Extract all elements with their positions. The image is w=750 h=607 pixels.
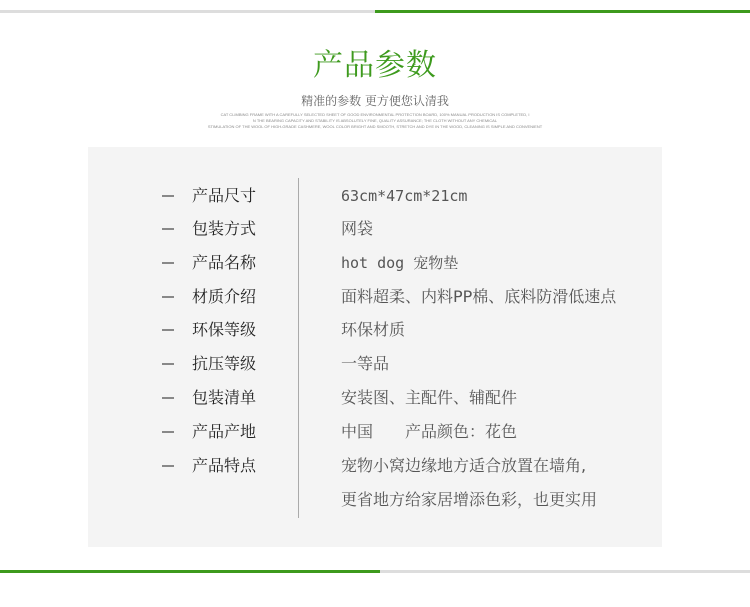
bullet-dash — [162, 195, 174, 197]
spec-row-features — [0, 449, 750, 483]
spec-label: 包装清单 — [192, 388, 257, 407]
spec-row-size — [0, 179, 750, 213]
section-title: 产品参数 — [313, 48, 437, 83]
spec-row-packaging — [0, 212, 750, 246]
bullet-dash — [162, 262, 174, 264]
spec-value: 网袋 — [341, 219, 374, 238]
bullet-dash — [162, 363, 174, 365]
spec-label: 产品名称 — [192, 253, 257, 272]
bullet-dash — [162, 465, 174, 467]
top-divider-accent — [375, 10, 750, 13]
spec-label: 环保等级 — [192, 320, 257, 339]
spec-value: 安装图、主配件、辅配件 — [341, 388, 518, 407]
bullet-dash — [162, 431, 174, 433]
spec-value: hot dog 宠物垫 — [341, 254, 459, 272]
spec-value: 面料超柔、内料PP棉、底料防滑低速点 — [341, 287, 617, 306]
bullet-dash — [162, 397, 174, 399]
bullet-dash — [162, 296, 174, 298]
top-divider-rule — [0, 10, 750, 13]
fine-print-line-1: CAT CLIMBING FRAME WITH A CAREFULLY SELECTED SHEET OF GOOD ENVIRONMENTAL PROTECTION BOARD, 100% MANUAL PRODUCTION IS COMPLETED, I — [220, 112, 530, 117]
bullet-dash — [162, 329, 174, 331]
spec-label: 材质介绍 — [192, 287, 257, 306]
bullet-dash — [162, 228, 174, 230]
spec-row-features-cont — [0, 483, 750, 517]
spec-value: 63cm*47cm*21cm — [341, 187, 468, 205]
spec-row-origin — [0, 415, 750, 449]
spec-value: 更省地方给家居增添色彩，也更实用 — [341, 490, 598, 509]
spec-row-name — [0, 246, 750, 280]
spec-value: 环保材质 — [341, 320, 406, 339]
spec-label: 产品产地 — [192, 422, 257, 441]
spec-label: 产品特点 — [192, 456, 257, 475]
spec-label: 抗压等级 — [192, 354, 257, 373]
spec-row-package-list — [0, 381, 750, 415]
fine-print-line-3: STIMULATION OF THE WOOL OF HIGH-GRADE CASHMERE, WOOL COLOR BRIGHT AND SMOOTH, STRETCH AND DYE IN THE WOOD, CLEANING IS SIMPLE AND CONVENIENT — [207, 124, 543, 129]
section-subtitle: 精准的参数 更方便您认清我 — [301, 94, 449, 108]
spec-value: 中国 产品颜色：花色 — [341, 422, 518, 441]
spec-row-material — [0, 280, 750, 314]
spec-label: 产品尺寸 — [192, 186, 257, 205]
bottom-divider-accent — [0, 570, 380, 573]
spec-row-eco-grade — [0, 313, 750, 347]
bottom-divider-rule — [0, 570, 750, 573]
fine-print-line-2: N THE BEARING CAPACITY AND STABILITY IS ABSOLUTELY FINE, QUALITY ASSURANCE; THE CLOTH WITHOUT ANY CHEMICAL — [252, 118, 498, 123]
spec-value: 宠物小窝边缘地方适合放置在墙角, — [341, 456, 587, 475]
spec-label: 包装方式 — [192, 219, 257, 238]
spec-value: 一等品 — [341, 354, 390, 373]
spec-row-pressure-grade — [0, 347, 750, 381]
